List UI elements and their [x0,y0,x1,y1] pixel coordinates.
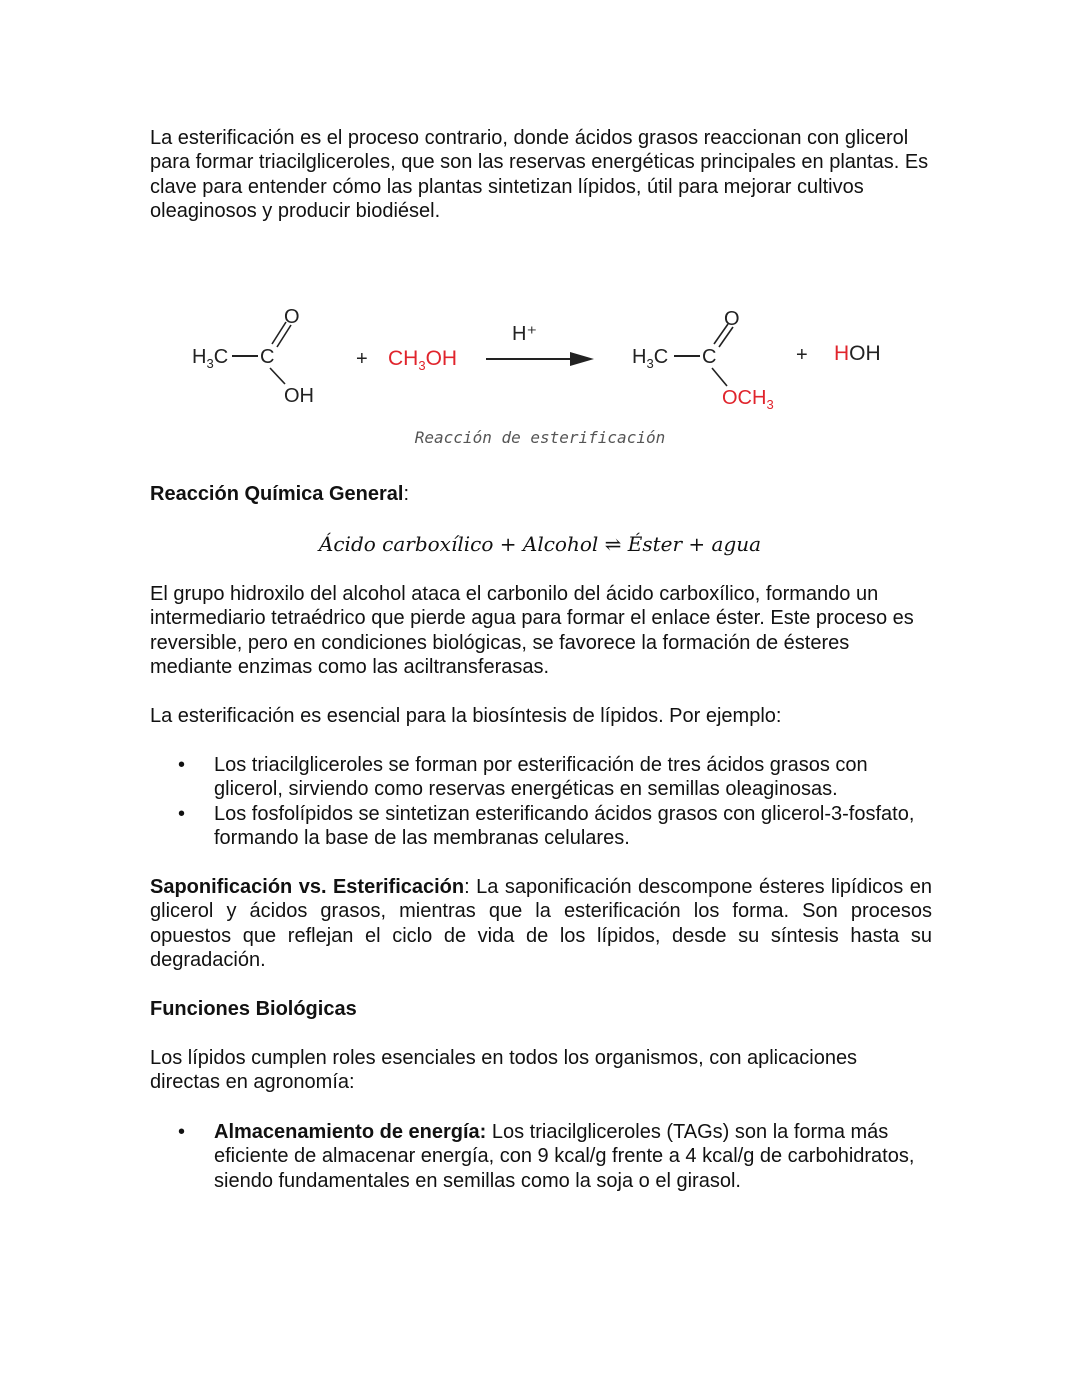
figure-caption: Reacción de esterificación [414,428,666,447]
ester-carbon: C [702,346,717,368]
plus-sign: + [796,344,808,366]
intro-paragraph: La esterificación es el proceso contrario, donde ácidos grasos reaccionan con glicerol para formar triacilgliceroles, que son las reservas energéticas principales en plantas. Es clave para entender cómo las plantas sintetizan lípidos, útil para mejorar cultivos oleaginosos y producir biodiésel. [150,127,929,223]
examples-list [150,753,932,851]
ester-methyl: $H_3C$ [632,346,669,371]
acetic-acid-methyl: $H_3C$ [192,346,229,371]
acid-carbon: C [260,346,275,368]
mechanism-paragraph: El grupo hidroxilo del alcohol ataca el carbonilo del ácido carboxílico, formando un intermediario tetraédrico que pierde agua para formar el enlace éster. Este proceso es reversible, pero en condiciones biológicas, se favorece la formación de ésteres mediante enzimas como las aciltransferasas. [150,583,914,679]
ester-carbonyl-oxygen: O [724,308,740,330]
acid-carbonyl-oxygen: O [284,306,300,328]
catalyst-label: H⁺ [512,323,537,345]
biosynthesis-paragraph: La esterificación es esencial para la biosíntesis de lípidos. Por ejemplo: [150,705,782,727]
arrow-head-icon [570,352,594,366]
water: HOH [834,342,881,365]
comparison-paragraph: Saponificación vs. Esterificación: La saponificación descompone ésteres lipídicos en glicerol y ácidos grasos, mientras que la esterificación los forma. Son procesos opuestos que reflejan el ciclo de vida de los lípidos, desde su síntesis hasta su degradación. [150,876,933,972]
reaction-bonds [0,0,1080,460]
methanol: $CH_3OH$ [388,347,458,373]
list-item: • Los triacilgliceroles se forman por esterificación de tres ácidos grasos con glicerol, sirviendo como reservas energéticas en semillas oleaginosas. [150,753,932,802]
general-reaction-heading: Reacción Química General: [150,483,409,505]
functions-heading: Funciones Biológicas [150,998,357,1020]
esterification-reaction-diagram [0,0,1080,460]
acid-hydroxyl: OH [284,385,314,407]
functions-list [150,1120,932,1193]
list-item: • Almacenamiento de energía: Los triacilgliceroles (TAGs) son la forma más eficiente de almacenar energía, con 9 kcal/g frente a 4 kcal/g de carbohidratos, siendo fundamentales en semillas como la soja o el girasol. [150,1120,932,1193]
plus-sign: + [356,348,368,370]
list-item: • Los fosfolípidos se sintetizan esterificando ácidos grasos con glicerol-3-fosfato, formando la base de las membranas celulares. [150,802,932,851]
general-equation: Ácido carboxílico + Alcohol ⇌ Éster + agua [318,532,762,556]
ester-methoxy: $OCH_3$ [722,387,774,412]
functions-intro: Los lípidos cumplen roles esenciales en todos los organismos, con aplicaciones directas en agronomía: [150,1047,858,1094]
